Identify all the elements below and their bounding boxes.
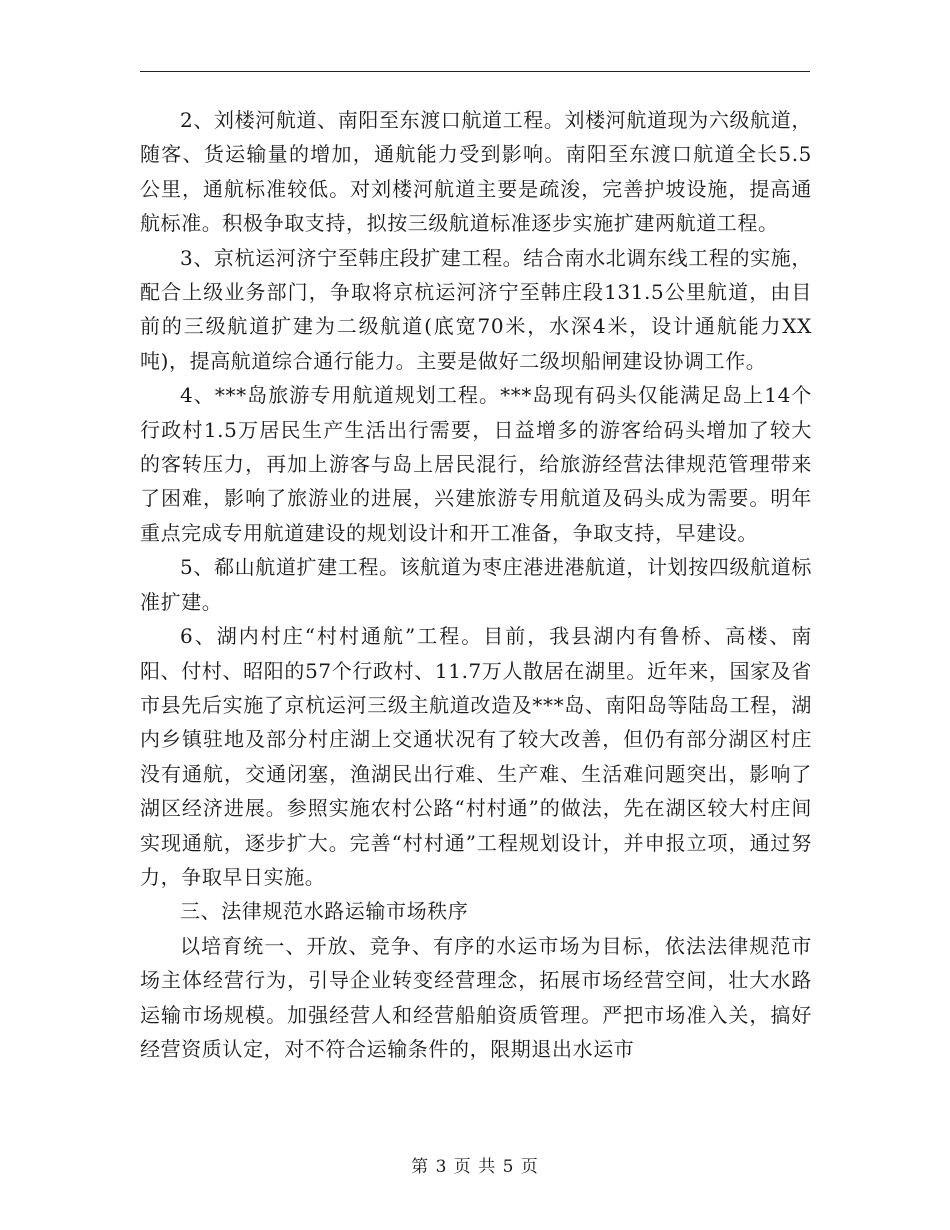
document-body [140,103,812,1066]
paragraph-market-order: 以培育统一、开放、竞争、有序的水运市场为目标，依法法律规范市场主体经营行为，引导企业转变经营理念，拓展市场经营空间，壮大水路运输市场规模。加强经营人和经营船舶资质管理。严把市场准入关，搞好经营资质认定，对不符合运输条件的，限期退出水运市 [140,933,812,1061]
page-number-footer: 第 3 页 共 5 页 [411,1157,539,1177]
paragraph-village-navigation: 6、湖内村庄“村村通航”工程。目前，我县湖内有鲁桥、高楼、南阳、付村、昭阳的57个行政村、11.7万人散居在湖里。近年来，国家及省市县先后实施了京杭运河三级主航道改造及***岛、南阳岛等陆岛工程，湖内乡镇驻地及部分村庄湖上交通状况有了较大改善，但仍有部分湖区村庄没有通航，交通闭塞，渔湖民出行难、生产难、生活难问题突出，影响了湖区经济进展。参照实施农村公路“村村通”的做法，先在湖区较大村庄间实现通航，逐步扩大。完善“村村通”工程规划设计，并申报立项，通过努力，争取早日实施。 [140,624,812,889]
section-heading-market-order: 三、法律规范水路运输市场秩序 [180,899,469,924]
paragraph-island-tourism-channel: 4、***岛旅游专用航道规划工程。***岛现有码头仅能满足岛上14个行政村1.5万居民生产生活出行需要，日益增多的游客给码头增加了较大的客转压力，再加上游客与岛上居民混行，给旅游经营法律规范管理带来了困难，影响了旅游业的进展，兴建旅游专用航道及码头成为需要。明年重点完成专用航道建设的规划设计和开工准备，争取支持，早建设。 [140,383,812,545]
header-rule [140,71,810,72]
paragraph-grand-canal-expansion: 3、京杭运河济宁至韩庄段扩建工程。结合南水北调东线工程的实施，配合上级业务部门，争取将京杭运河济宁至韩庄段131.5公里航道，由目前的三级航道扩建为二级航道(底宽70米，水深4米，设计通航能力XX吨)，提高航道综合通行能力。主要是做好二级坝船闸建设协调工作。 [140,245,812,373]
paragraph-liulouhe-channel: 2、刘楼河航道、南阳至东渡口航道工程。刘楼河航道现为六级航道，随客、货运输量的增加，通航能力受到影响。南阳至东渡口航道全长5.5公里，通航标准较低。对刘楼河航道主要是疏浚，完善护坡设施，提高通航标准。积极争取支持，拟按三级航道标准逐步实施扩建两航道工程。 [140,108,812,236]
paragraph-xishan-channel: 5、郗山航道扩建工程。该航道为枣庄港进港航道，计划按四级航道标准扩建。 [140,555,812,614]
